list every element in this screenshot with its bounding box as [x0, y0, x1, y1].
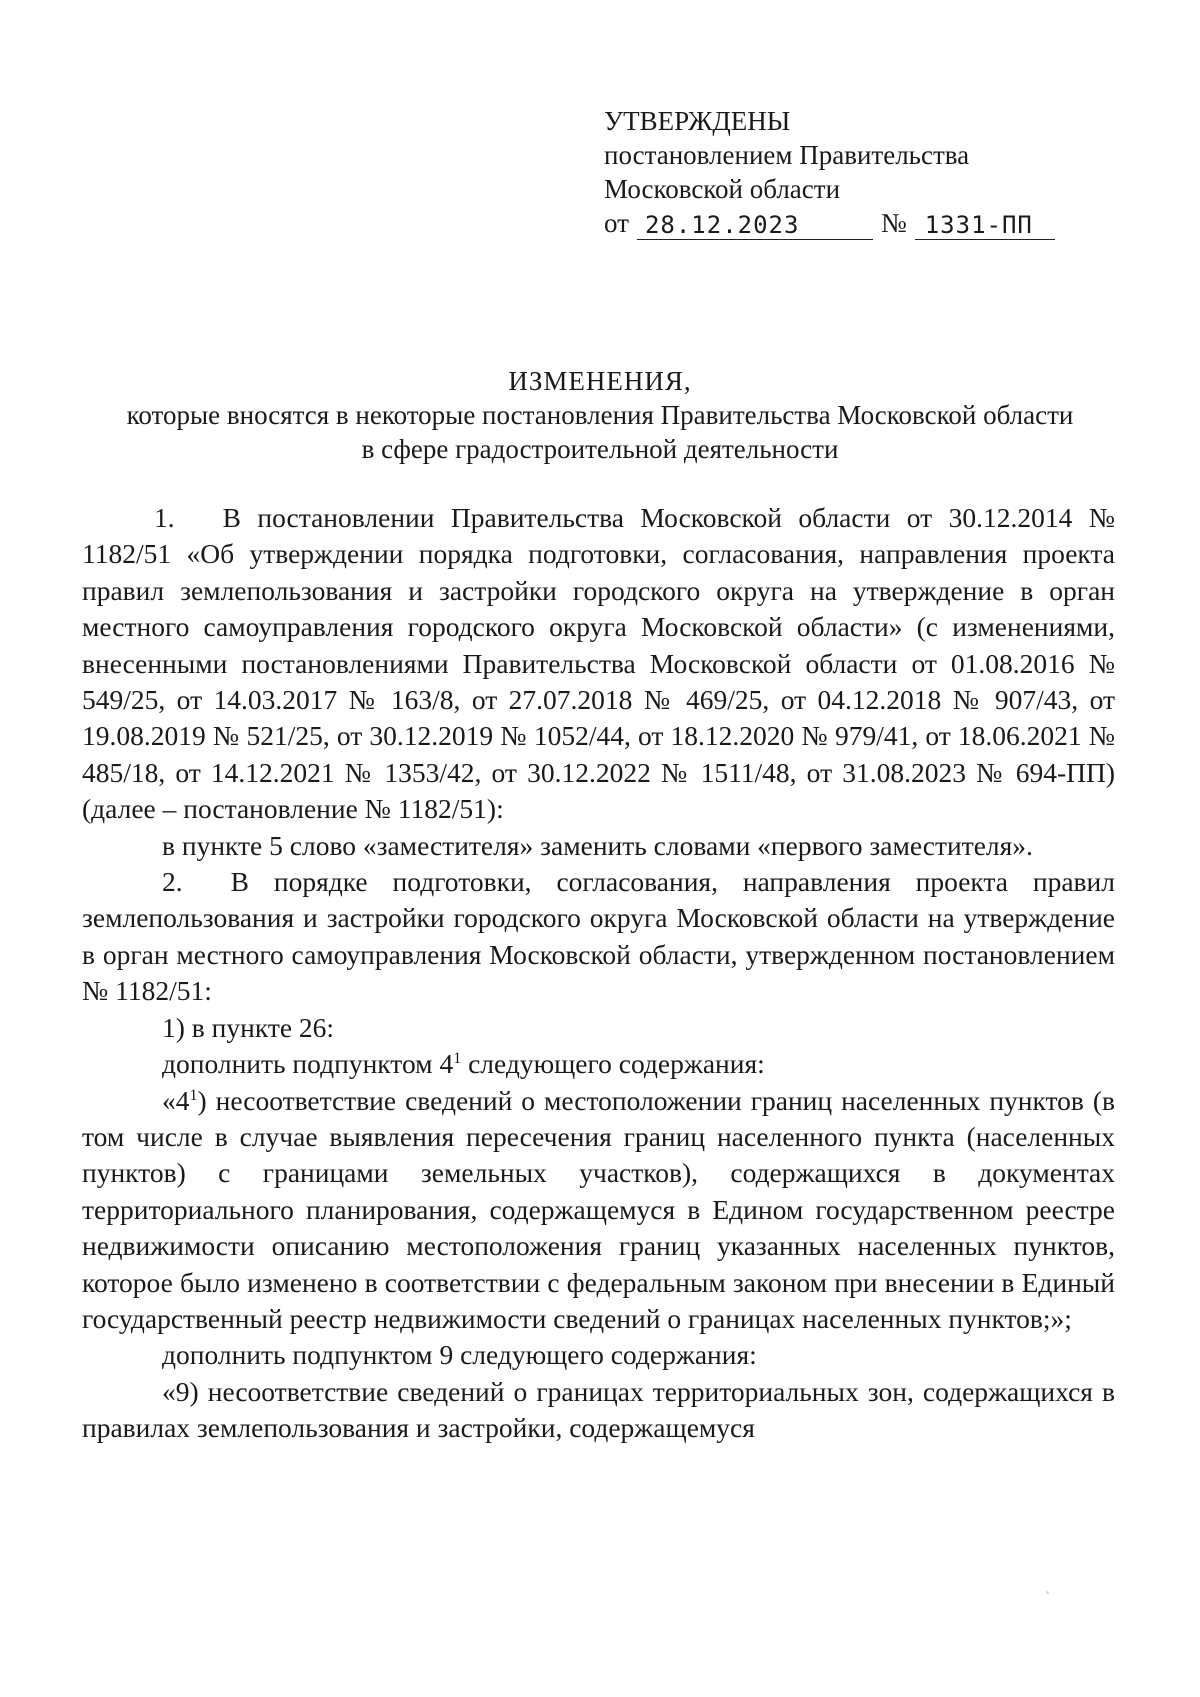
paragraph-1-number: 1. — [154, 502, 175, 533]
document-title — [70, 364, 1130, 466]
superscript: 1 — [189, 1086, 198, 1104]
subitem-9-content: «9) несоответствие сведений о границах территориальных зон, содержащихся в правилах землепользования и застройки, содержащемуся — [82, 1375, 1115, 1444]
subitem-4-1-body: ) несоответствие сведений о местоположении границ населенных пунктов (в том числе в случае выявления пересечения границ населенного пункта (населенных пунктов) с границами земельных участков), содержащихся в документах территориального планирования, содержащемуся в Едином государственном реестре недвижимости описанию местоположения границ указанных населенных пунктов, которое было изменено в соответствии с федеральным законом при внесении в Единый государственный реестр недвижимости сведений о границах населенных пунктов;»; — [82, 1084, 1115, 1334]
number-sign: № — [880, 208, 907, 238]
add-subitem-4-1-text-end: следующего содержания: — [461, 1048, 765, 1080]
approval-date-line — [604, 206, 1074, 240]
paragraph-1-amendment: в пункте 5 слово «заместителя» заменить словами «первого заместителя». — [162, 829, 1033, 861]
title-subtitle-line2: в сфере градостроительной деятельности — [361, 434, 839, 464]
document-body — [82, 500, 1115, 1447]
title-subtitle-line1: которые вносятся в некоторые постановления Правительства Московской области — [126, 400, 1074, 430]
approval-authority: постановлением Правительства — [604, 140, 970, 170]
paragraph-2-number: 2. — [162, 866, 183, 898]
approval-heading: УТВЕРЖДЕНЫ — [604, 106, 791, 136]
subitem-4-1-prefix: «4 — [162, 1084, 190, 1116]
scan-artifact — [1046, 1591, 1049, 1594]
subitem-1: 1) в пункте 26: — [162, 1011, 335, 1043]
approval-number: 1331-ПП — [915, 210, 1055, 240]
paragraph-2-text: В порядке подготовки, согласования, направления проекта правил землепользования и застройки городского округа Московской области на утверждение в орган местного самоуправления Московской области, утвержденном постановлением № 1182/51: — [82, 866, 1115, 1007]
add-subitem-9: дополнить подпунктом 9 следующего содержания: — [162, 1339, 757, 1371]
approval-region: Московской области — [604, 174, 841, 204]
title-main: ИЗМЕНЕНИЯ, — [508, 366, 692, 396]
paragraph-1-text: В постановлении Правительства Московской области от 30.12.2014 № 1182/51 «Об утверждении порядка подготовки, согласования, направления проекта правил землепользования и застройки городского округа на утверждение в орган местного самоуправления городского округа Московской области» (с изменениями, внесенными постановлениями Правительства Московской области от 01.08.2016 № 549/25, от 14.03.2017 № 163/8, от 27.07.2018 № 469/25, от 04.12.2018 № 907/43, от 19.08.2019 № 521/25, от 30.12.2019 № 1052/44, от 18.12.2020 № 979/41, от 18.06.2021 № 485/18, от 14.12.2021 № 1353/42, от 30.12.2022 № 1511/48, от 31.08.2023 № 694-ПП) (далее – постановление № 1182/51): — [82, 502, 1115, 825]
paragraph-1 — [82, 500, 1115, 828]
approval-date: 28.12.2023 — [637, 210, 873, 240]
add-subitem-4-1-text: дополнить подпунктом 4 — [162, 1048, 454, 1080]
add-subitem-4-1 — [82, 1046, 1115, 1082]
subitem-4-1-content — [82, 1083, 1115, 1338]
approval-stamp — [604, 104, 1074, 240]
date-prefix: от — [604, 208, 629, 238]
superscript: 1 — [453, 1049, 462, 1067]
paragraph-2 — [82, 864, 1115, 1010]
